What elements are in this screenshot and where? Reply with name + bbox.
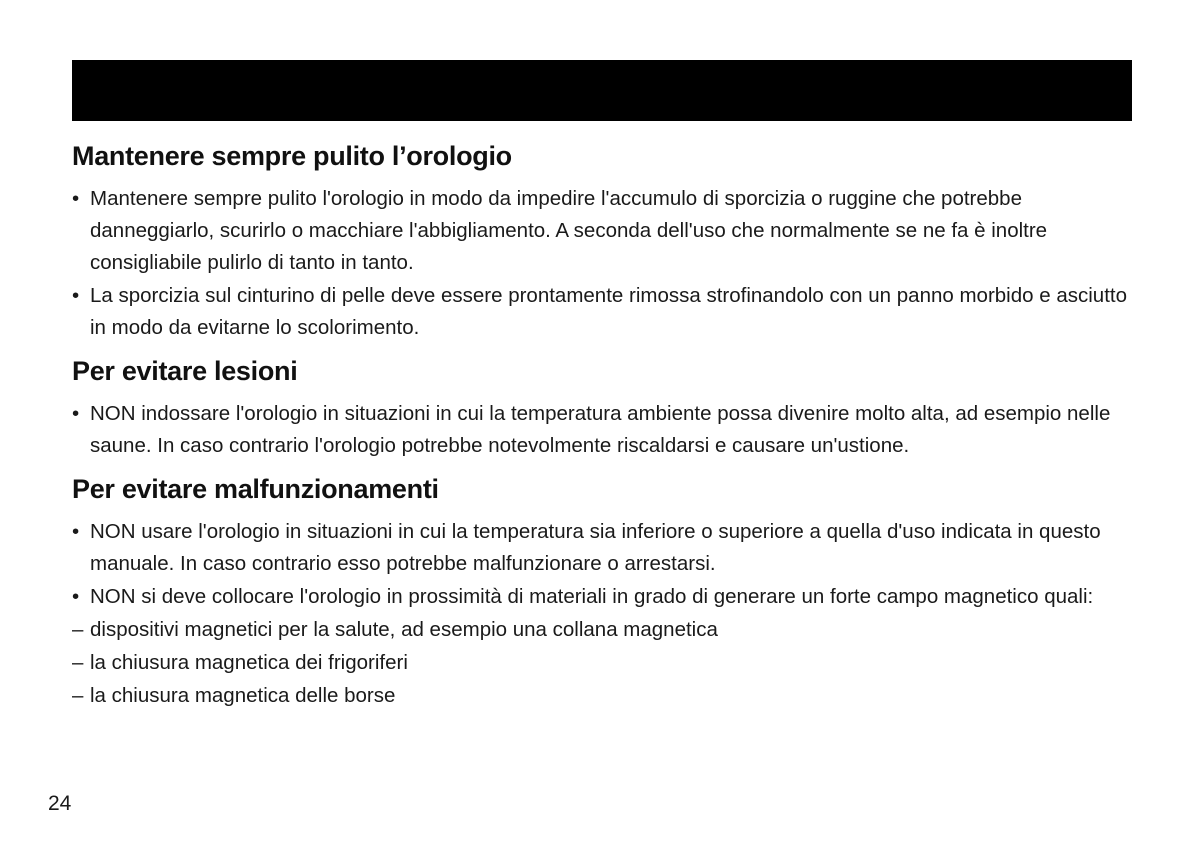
dash-marker: –	[72, 651, 84, 674]
section-avoid-injury	[72, 354, 1142, 462]
list-item	[72, 398, 1142, 462]
bullet-list	[72, 516, 1142, 613]
dash-item-text: la chiusura magnetica delle borse	[90, 684, 396, 707]
section-title: Per evitare lesioni	[72, 356, 298, 386]
list-item-text: NON usare l'orologio in situazioni in cui la temperatura sia inferiore o superiore a quella d'uso indicata in questo manuale. In caso contrario esso potrebbe malfunzionare o arrestarsi.	[90, 520, 1101, 575]
bullet-marker: •	[72, 187, 80, 210]
bullet-list	[72, 398, 1142, 462]
section-title: Mantenere sempre pulito l’orologio	[72, 141, 512, 171]
bullet-marker: •	[72, 520, 80, 543]
page-content	[72, 139, 1142, 712]
bullet-marker: •	[72, 284, 80, 307]
dash-item-text: dispositivi magnetici per la salute, ad esempio una collana magnetica	[90, 618, 718, 641]
section-title: Per evitare malfunzionamenti	[72, 474, 439, 504]
dash-list-item	[72, 647, 1142, 679]
list-item	[72, 581, 1142, 613]
dash-list-item	[72, 614, 1142, 646]
bullet-marker: •	[72, 402, 80, 425]
bullet-marker: •	[72, 585, 80, 608]
section-avoid-malfunction	[72, 472, 1142, 712]
dash-marker: –	[72, 618, 84, 641]
list-item	[72, 280, 1142, 344]
list-item-text: Mantenere sempre pulito l'orologio in modo da impedire l'accumulo di sporcizia o ruggine che potrebbe danneggiarlo, scurirlo o macchiare l'abbigliamento. A seconda dell'uso che normalmente se ne fa è inoltre consigliabile pulirlo di tanto in tanto.	[90, 187, 1048, 274]
dash-list-item	[72, 680, 1142, 712]
list-item	[72, 183, 1142, 279]
dash-marker: –	[72, 684, 84, 707]
dash-item-text: la chiusura magnetica dei frigoriferi	[90, 651, 408, 674]
header-bar	[72, 60, 1132, 121]
page-number: 24	[48, 792, 72, 815]
list-item-text: La sporcizia sul cinturino di pelle deve essere prontamente rimossa strofinandolo con un panno morbido e asciutto in modo da evitarne lo scolorimento.	[90, 284, 1127, 339]
list-item	[72, 516, 1142, 580]
list-item-text: NON indossare l'orologio in situazioni in cui la temperatura ambiente possa divenire molto alta, ad esempio nelle saune. In caso contrario l'orologio potrebbe notevolmente riscaldarsi e causare un'ustione.	[90, 402, 1111, 457]
bullet-list	[72, 183, 1142, 344]
section-keep-clean	[72, 139, 1142, 344]
list-item-text: NON si deve collocare l'orologio in prossimità di materiali in grado di generare un forte campo magnetico quali:	[90, 585, 1094, 608]
